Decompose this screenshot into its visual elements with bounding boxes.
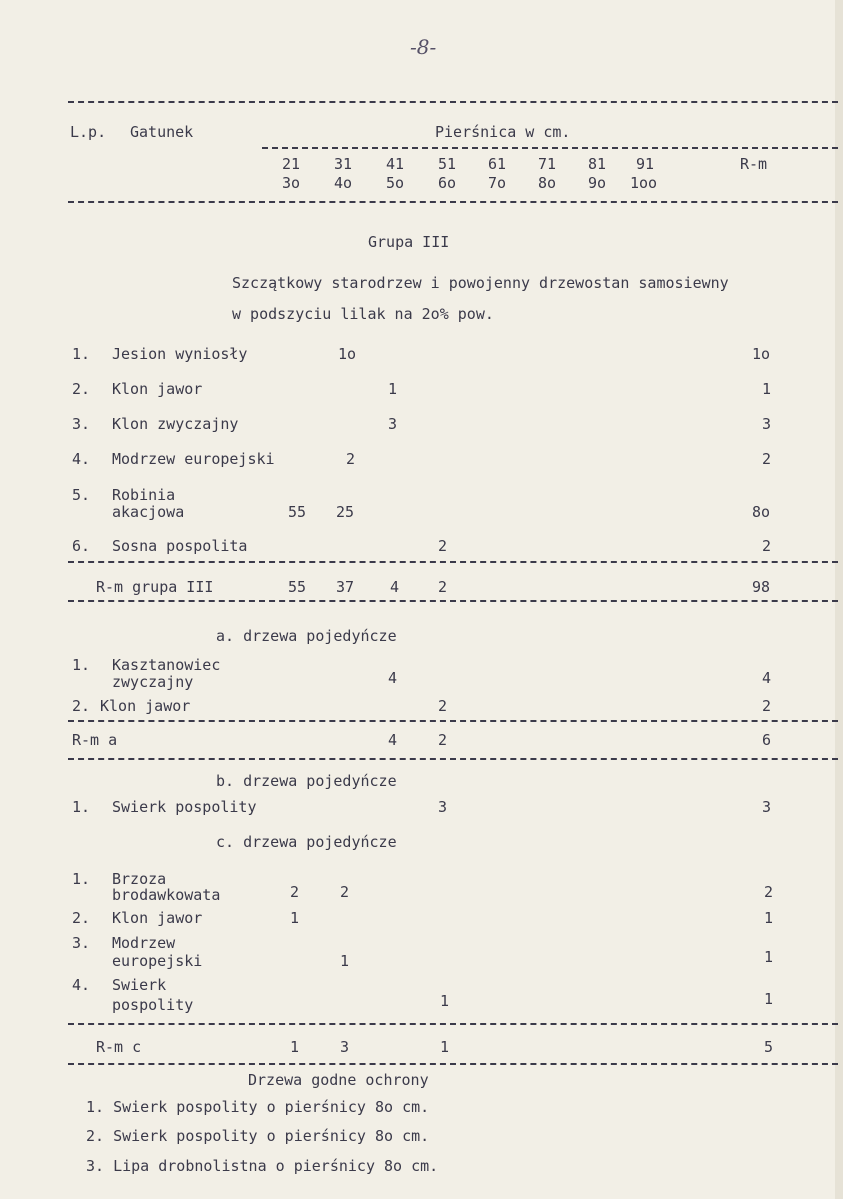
sum-cell: 2 (438, 578, 448, 596)
sum-cell: 3 (340, 1038, 350, 1056)
species-name-cont: europejski (112, 952, 203, 970)
section-c-rule (68, 1023, 838, 1025)
range-top-5: 61 (488, 155, 507, 173)
total-cell: 3 (762, 798, 772, 816)
total-cell: 2 (762, 450, 772, 468)
range-top-2: 31 (334, 155, 353, 173)
sum-label: R-m grupa III (96, 578, 214, 596)
total-cell: 2 (764, 883, 774, 901)
row-number: 1. (72, 345, 91, 363)
protected-item: 2. Swierk pospolity o pierśnicy 8o cm. (86, 1127, 430, 1145)
sum-cell: 1 (290, 1038, 300, 1056)
row-number: 1. (72, 870, 91, 888)
section-c-title: c. drzewa pojedyńcze (216, 833, 397, 851)
range-top-6: 71 (538, 155, 557, 173)
total-cell: 1 (762, 380, 772, 398)
header-bottom-rule (68, 201, 838, 203)
value-cell: 4 (388, 669, 398, 687)
sum-cell: 2 (438, 731, 448, 749)
header-piersnica: Pierśnica w cm. (435, 123, 571, 141)
row-number: 2. (72, 909, 91, 927)
range-bottom-5: 7o (488, 174, 507, 192)
value-cell: 3 (438, 798, 448, 816)
species-name-cont: pospolity (112, 996, 194, 1014)
species-name-cont: akacjowa (112, 503, 185, 521)
range-bottom-2: 4o (334, 174, 353, 192)
total-cell: 8o (752, 503, 771, 521)
total-cell: 3 (762, 415, 772, 433)
group-desc-line2: w podszyciu lilak na 2o% pow. (232, 305, 494, 323)
header-lp: L.p. (70, 123, 107, 141)
header-rm: R-m (740, 155, 768, 173)
species-name: Klon zwyczajny (112, 415, 239, 433)
total-cell: 4 (762, 669, 772, 687)
row-number: 4. (72, 976, 91, 994)
species-name: Modrzew europejski (112, 450, 275, 468)
sum-cell: 4 (388, 731, 398, 749)
header-gatunek: Gatunek (130, 123, 194, 141)
row-number: 6. (72, 537, 91, 555)
section-a-rule (68, 720, 838, 722)
row-number: 1. (72, 656, 91, 674)
group-sum-bottom-rule (68, 600, 838, 602)
header-subrule (262, 147, 838, 149)
value-cell: 1 (388, 380, 398, 398)
range-bottom-1: 3o (282, 174, 301, 192)
section-c-bottom-rule (68, 1063, 838, 1065)
row-number: 3. (72, 934, 91, 952)
species-name: Kasztanowiec (112, 656, 221, 674)
sum-cell: 37 (336, 578, 355, 596)
species-name: Klon jawor (112, 380, 203, 398)
protected-item: 1. Swierk pospolity o pierśnicy 8o cm. (86, 1098, 430, 1116)
range-bottom-4: 6o (438, 174, 457, 192)
range-bottom-8: 1oo (630, 174, 658, 192)
species-name: Klon jawor (100, 697, 191, 715)
species-name: Brzoza (112, 870, 167, 888)
total-cell: 2 (762, 537, 772, 555)
value-cell: 1o (338, 345, 357, 363)
top-rule (68, 101, 838, 103)
protected-item: 3. Lipa drobnolistna o pierśnicy 8o cm. (86, 1157, 439, 1175)
range-bottom-3: 5o (386, 174, 405, 192)
sum-label: R-m a (72, 731, 118, 749)
total-cell: 1 (764, 948, 774, 966)
row-number: 4. (72, 450, 91, 468)
range-top-3: 41 (386, 155, 405, 173)
range-top-4: 51 (438, 155, 457, 173)
section-b-title: b. drzewa pojedyńcze (216, 772, 397, 790)
species-name: Jesion wyniosły (112, 345, 248, 363)
value-cell: 1 (290, 909, 300, 927)
value-cell: 55 (288, 503, 307, 521)
value-cell: 1 (340, 952, 350, 970)
section-a-bottom-rule (68, 758, 838, 760)
range-bottom-7: 9o (588, 174, 607, 192)
row-number: 2. (72, 380, 91, 398)
value-cell: 2 (290, 883, 300, 901)
range-bottom-6: 8o (538, 174, 557, 192)
sum-cell: 1 (440, 1038, 450, 1056)
total-cell: 2 (762, 697, 772, 715)
species-name: Swierk (112, 976, 167, 994)
range-top-8: 91 (636, 155, 655, 173)
value-cell: 25 (336, 503, 355, 521)
value-cell: 3 (388, 415, 398, 433)
value-cell: 2 (340, 883, 350, 901)
sum-cell: 4 (390, 578, 400, 596)
value-cell: 2 (346, 450, 356, 468)
sum-total: 6 (762, 731, 772, 749)
value-cell: 2 (438, 537, 448, 555)
species-name: Klon jawor (112, 909, 203, 927)
page-number: -8- (410, 35, 437, 59)
row-number: 2. (72, 697, 91, 715)
total-cell: 1 (764, 909, 774, 927)
species-name: Swierk pospolity (112, 798, 257, 816)
row-number: 3. (72, 415, 91, 433)
sum-total: 98 (752, 578, 771, 596)
value-cell: 2 (438, 697, 448, 715)
protected-title: Drzewa godne ochrony (248, 1071, 429, 1089)
row-number: 1. (72, 798, 91, 816)
value-cell: 1 (440, 992, 450, 1010)
section-a-title: a. drzewa pojedyńcze (216, 627, 397, 645)
sum-cell: 55 (288, 578, 307, 596)
sum-total: 5 (764, 1038, 774, 1056)
species-name-cont: zwyczajny (112, 673, 194, 691)
range-top-1: 21 (282, 155, 301, 173)
sum-label: R-m c (96, 1038, 142, 1056)
total-cell: 1 (764, 990, 774, 1008)
row-number: 5. (72, 486, 91, 504)
range-top-7: 81 (588, 155, 607, 173)
group-desc-line1: Szczątkowy starodrzew i powojenny drzewostan samosiewny (232, 274, 729, 292)
species-name-cont: brodawkowata (112, 886, 221, 904)
species-name: Robinia (112, 486, 176, 504)
species-name: Sosna pospolita (112, 537, 248, 555)
group-sum-rule (68, 561, 838, 563)
group-title: Grupa III (368, 233, 450, 251)
total-cell: 1o (752, 345, 771, 363)
species-name: Modrzew (112, 934, 176, 952)
